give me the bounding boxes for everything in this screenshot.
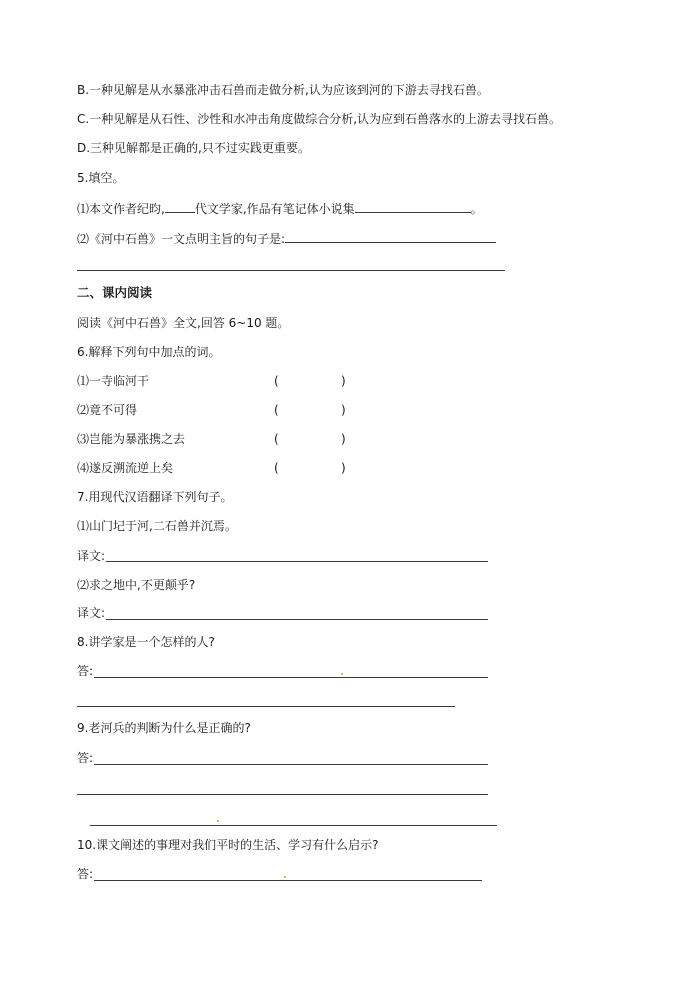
question-5: 5.填空。: [77, 171, 125, 185]
stray-mark: [217, 820, 219, 822]
paren-open: (: [274, 461, 279, 475]
answer-line[interactable]: [77, 794, 488, 795]
q6-item: ⑴一寺临河干: [77, 374, 150, 388]
reading-intro: 阅读《河中石兽》全文,回答 6~10 题。: [77, 316, 290, 330]
section-heading: 二、课内阅读: [77, 285, 153, 300]
answer-line[interactable]: [90, 825, 497, 826]
question-7: 7.用现代汉语翻译下列句子。: [77, 490, 233, 504]
stray-mark: [284, 876, 286, 878]
answer-label: 答:: [77, 751, 94, 765]
answer-line[interactable]: [94, 677, 488, 678]
answer-label: 答:: [77, 867, 94, 881]
question-5-2: [77, 230, 496, 246]
answer-line[interactable]: [106, 561, 488, 562]
option-b: B.一种见解是从水暴涨冲击石兽而走做分析,认为应该到河的下游去寻找石兽。: [77, 83, 489, 97]
q6-item: ⑵竟不可得: [77, 403, 138, 417]
paren-open: (: [274, 432, 279, 446]
answer-line[interactable]: [77, 706, 455, 707]
q5-1-text-a: ⑴本文作者纪昀,: [77, 202, 165, 216]
translation-label: 译文:: [77, 549, 106, 563]
translation-label: 译文:: [77, 606, 106, 620]
paren-open: (: [274, 403, 279, 417]
q5-1-text-c: 。: [470, 202, 483, 216]
q6-item: ⑶岂能为暴涨携之去: [77, 432, 186, 446]
question-8: 8.讲学家是一个怎样的人?: [77, 635, 215, 649]
blank-theme-sentence[interactable]: [285, 230, 496, 243]
option-d: D.三种见解都是正确的,只不过实践更重要。: [77, 141, 310, 155]
question-5-1: [77, 200, 483, 216]
q5-1-text-b: 代文学家,作品有笔记体小说集: [194, 202, 355, 216]
paren-open: (: [274, 374, 279, 388]
answer-line[interactable]: [106, 619, 488, 620]
question-6: 6.解释下列句中加点的词。: [77, 345, 221, 359]
paren-close: ): [341, 432, 346, 446]
question-10: 10.课文阐述的事理对我们平时的生活、学习有什么启示?: [77, 838, 379, 852]
q6-item: ⑷遂反溯流逆上矣: [77, 461, 174, 475]
blank-collection[interactable]: [355, 200, 471, 213]
paren-close: ): [341, 461, 346, 475]
paren-close: ): [341, 403, 346, 417]
answer-line[interactable]: [94, 880, 482, 881]
q7-item-2: ⑵求之地中,不更颠乎?: [77, 578, 196, 592]
question-9: 9.老河兵的判断为什么是正确的?: [77, 721, 251, 735]
answer-label: 答:: [77, 664, 94, 678]
q7-item-1: ⑴山门圮于河,二石兽并沉焉。: [77, 519, 237, 533]
blank-dynasty[interactable]: [165, 200, 195, 213]
stray-mark: [341, 673, 343, 675]
paren-close: ): [341, 374, 346, 388]
answer-line[interactable]: [94, 764, 488, 765]
q5-2-text: ⑵《河中石兽》一文点明主旨的句子是:: [77, 232, 286, 246]
answer-line[interactable]: [77, 270, 505, 271]
option-c: C.一种见解是从石性、沙性和水冲击角度做综合分析,认为应到石兽落水的上游去寻找石兽。: [77, 112, 562, 126]
